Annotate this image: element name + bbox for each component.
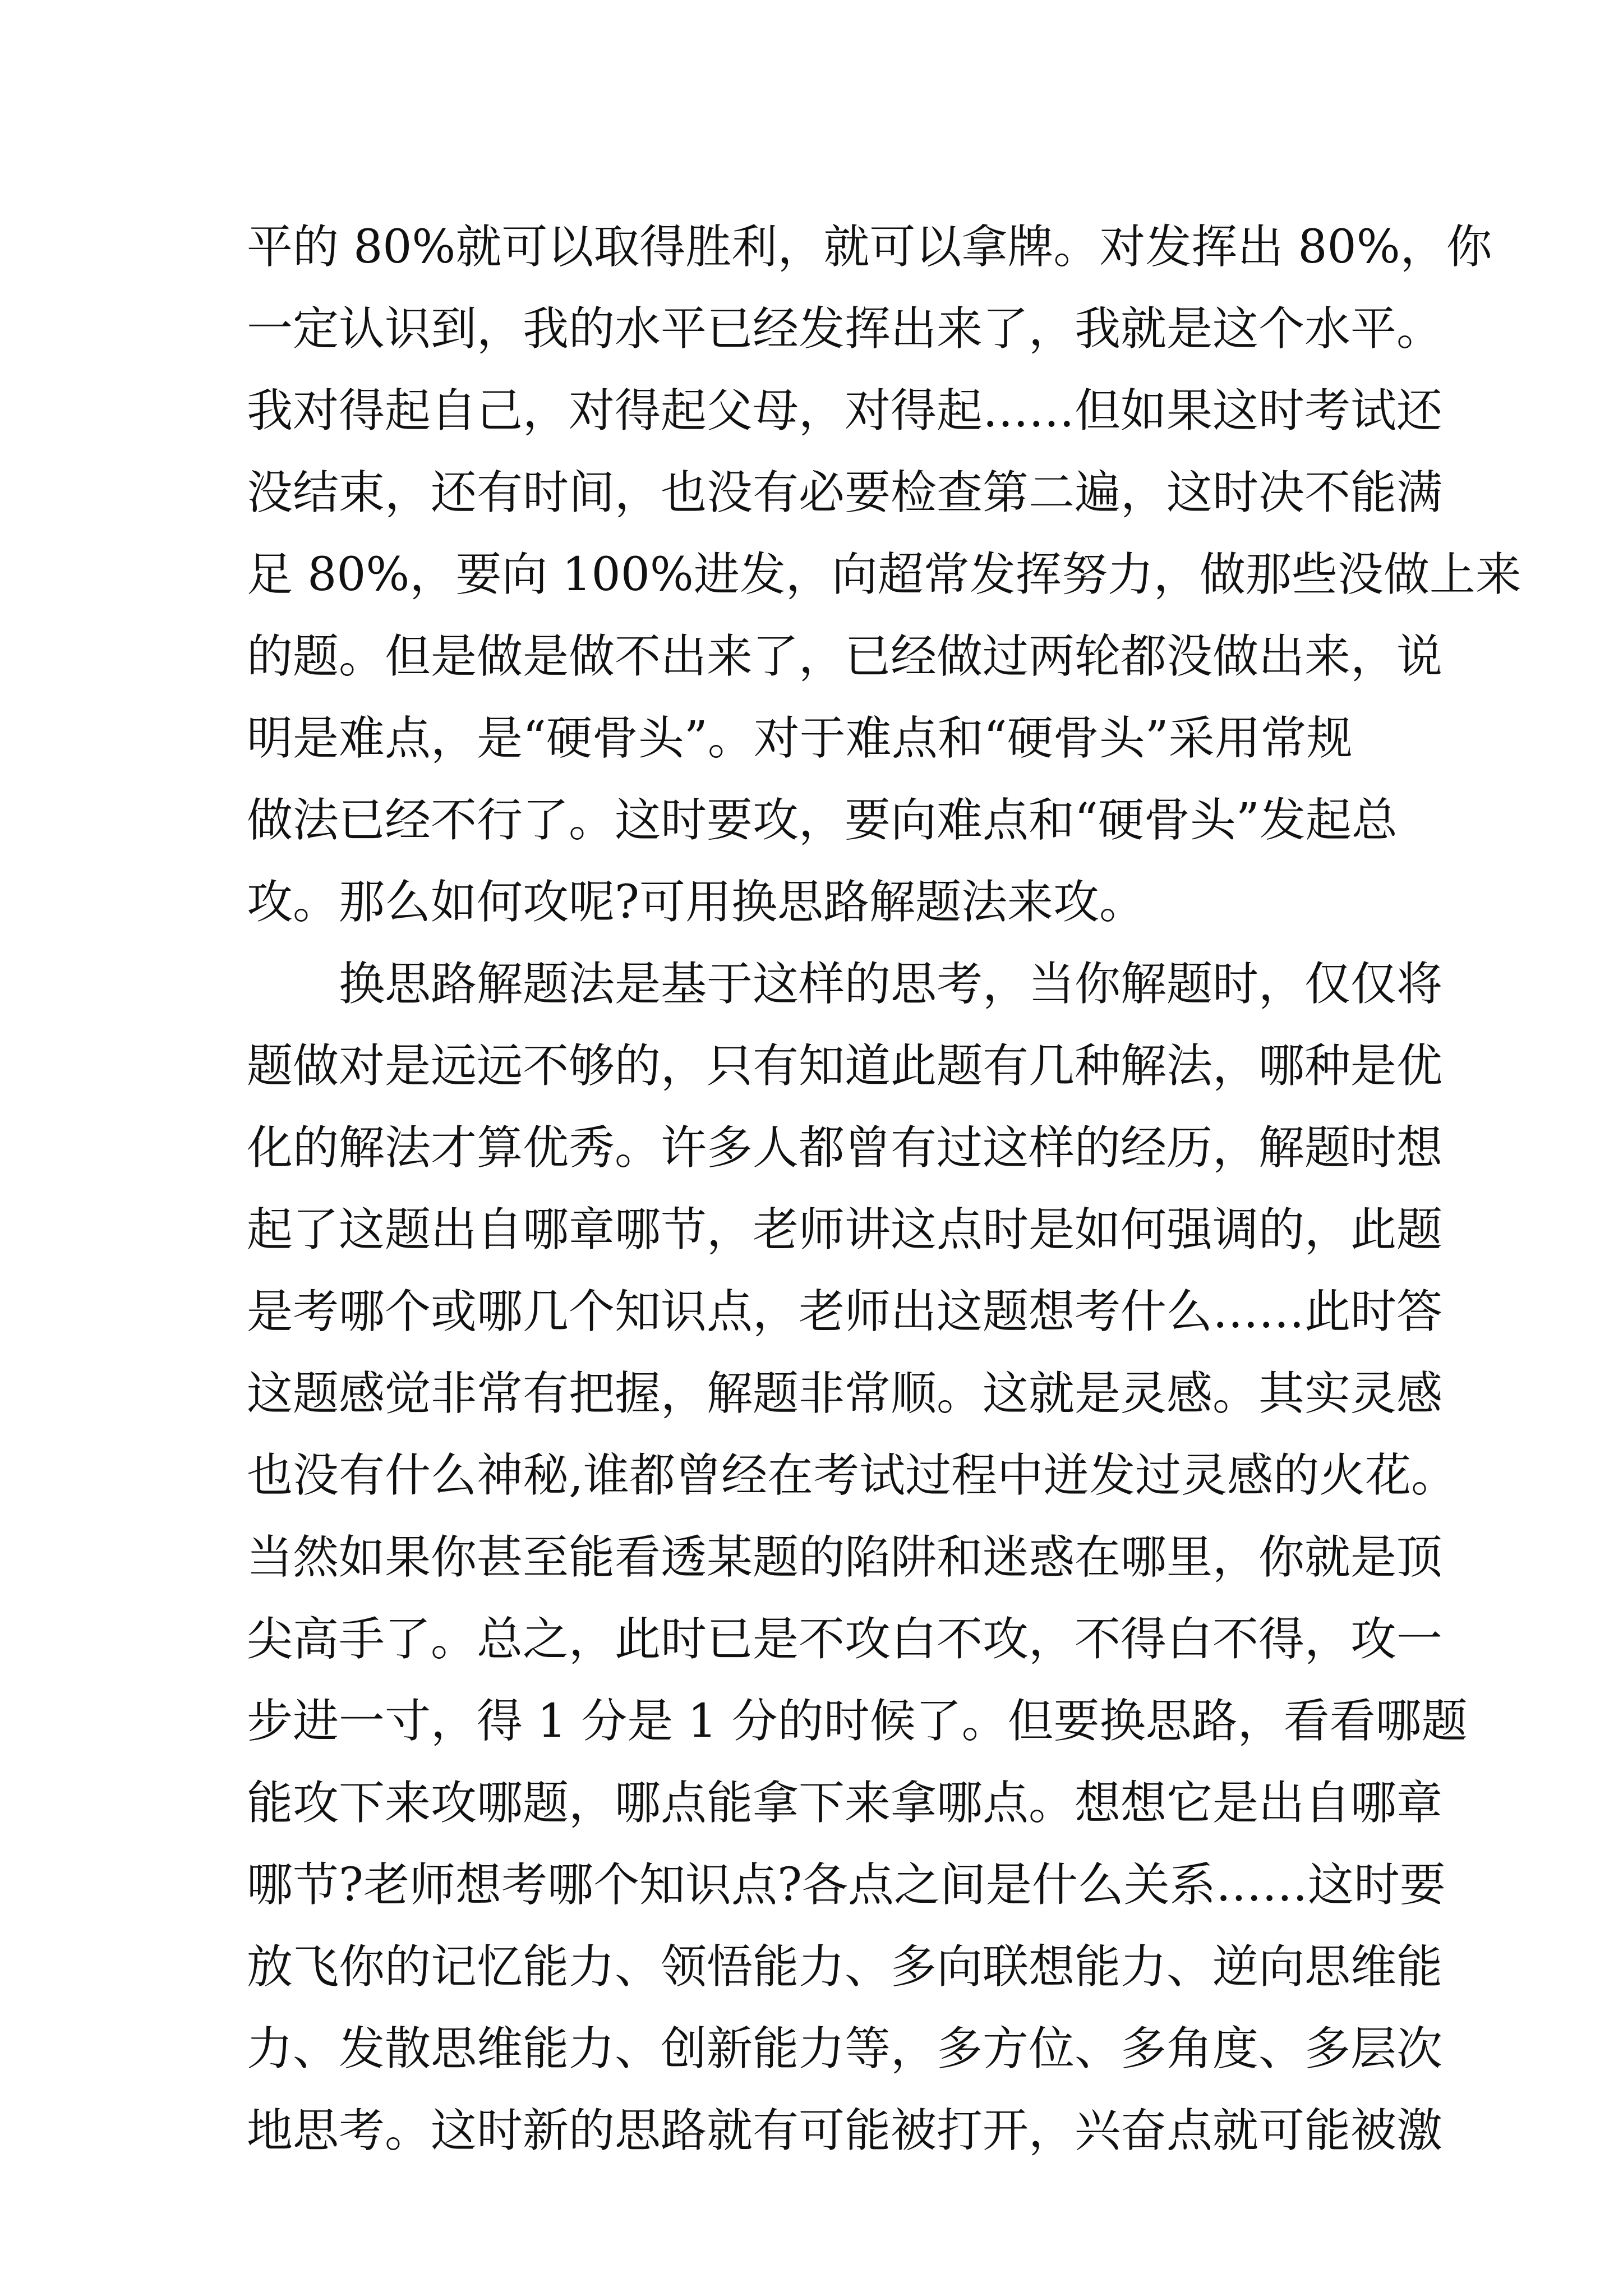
- text-line: 攻。那么如何攻呢?可用换思路解题法来攻。: [247, 876, 1145, 929]
- text-line: 没结束，还有时间，也没有必要检查第二遍，这时决不能满: [247, 466, 1443, 519]
- text-line: 当然如果你甚至能看透某题的陷阱和迷惑在哪里，你就是顶: [247, 1531, 1443, 1584]
- text-line: 步进一寸，得 1 分是 1 分的时候了。但要换思路，看看哪题: [247, 1695, 1468, 1748]
- text-line: 这题感觉非常有把握，解题非常顺。这就是灵感。其实灵感: [247, 1367, 1443, 1420]
- body-text: [247, 206, 1521, 2172]
- text-line: 哪节?老师想考哪个知识点?各点之间是什么关系……这时要: [247, 1858, 1446, 1912]
- text-line: 也没有什么神秘,谁都曾经在考试过程中迸发过灵感的火花。: [247, 1449, 1458, 1502]
- text-line: 力、发散思维能力、创新能力等，多方位、多角度、多层次: [247, 2022, 1443, 2076]
- text-line: 的题。但是做是做不出来了，已经做过两轮都没做出来，说: [247, 630, 1443, 683]
- text-line: 是考哪个或哪几个知识点，老师出这题想考什么……此时答: [247, 1285, 1443, 1338]
- text-line: 放飞你的记忆能力、领悟能力、多向联想能力、逆向思维能: [247, 1940, 1443, 1994]
- text-line: 换思路解题法是基于这样的思考，当你解题时，仅仅将: [247, 958, 1443, 1011]
- text-line: 足 80%，要向 100%进发，向超常发挥努力，做那些没做上来: [247, 548, 1521, 601]
- text-line: 平的 80%就可以取得胜利，就可以拿牌。对发挥出 80%，你: [247, 220, 1492, 274]
- text-line: 起了这题出自哪章哪节，老师讲这点时是如何强调的，此题: [247, 1203, 1443, 1257]
- text-line: 做法已经不行了。这时要攻，要向难点和“硬骨头”发起总: [247, 794, 1398, 847]
- text-line: 明是难点，是“硬骨头”。对于难点和“硬骨头”采用常规: [247, 712, 1353, 765]
- text-line: 题做对是远远不够的，只有知道此题有几种解法，哪种是优: [247, 1039, 1443, 1093]
- text-line: 能攻下来攻哪题，哪点能拿下来拿哪点。想想它是出自哪章: [247, 1777, 1443, 1830]
- text-line: 化的解法才算优秀。许多人都曾有过这样的经历，解题时想: [247, 1121, 1443, 1175]
- text-line: 我对得起自己，对得起父母，对得起……但如果这时考试还: [247, 384, 1443, 438]
- text-line: 一定认识到，我的水平已经发挥出来了，我就是这个水平。: [247, 302, 1443, 356]
- text-line: 地思考。这时新的思路就有可能被打开，兴奋点就可能被激: [247, 2104, 1443, 2157]
- text-line: 尖高手了。总之，此时已是不攻白不攻，不得白不得，攻一: [247, 1613, 1443, 1666]
